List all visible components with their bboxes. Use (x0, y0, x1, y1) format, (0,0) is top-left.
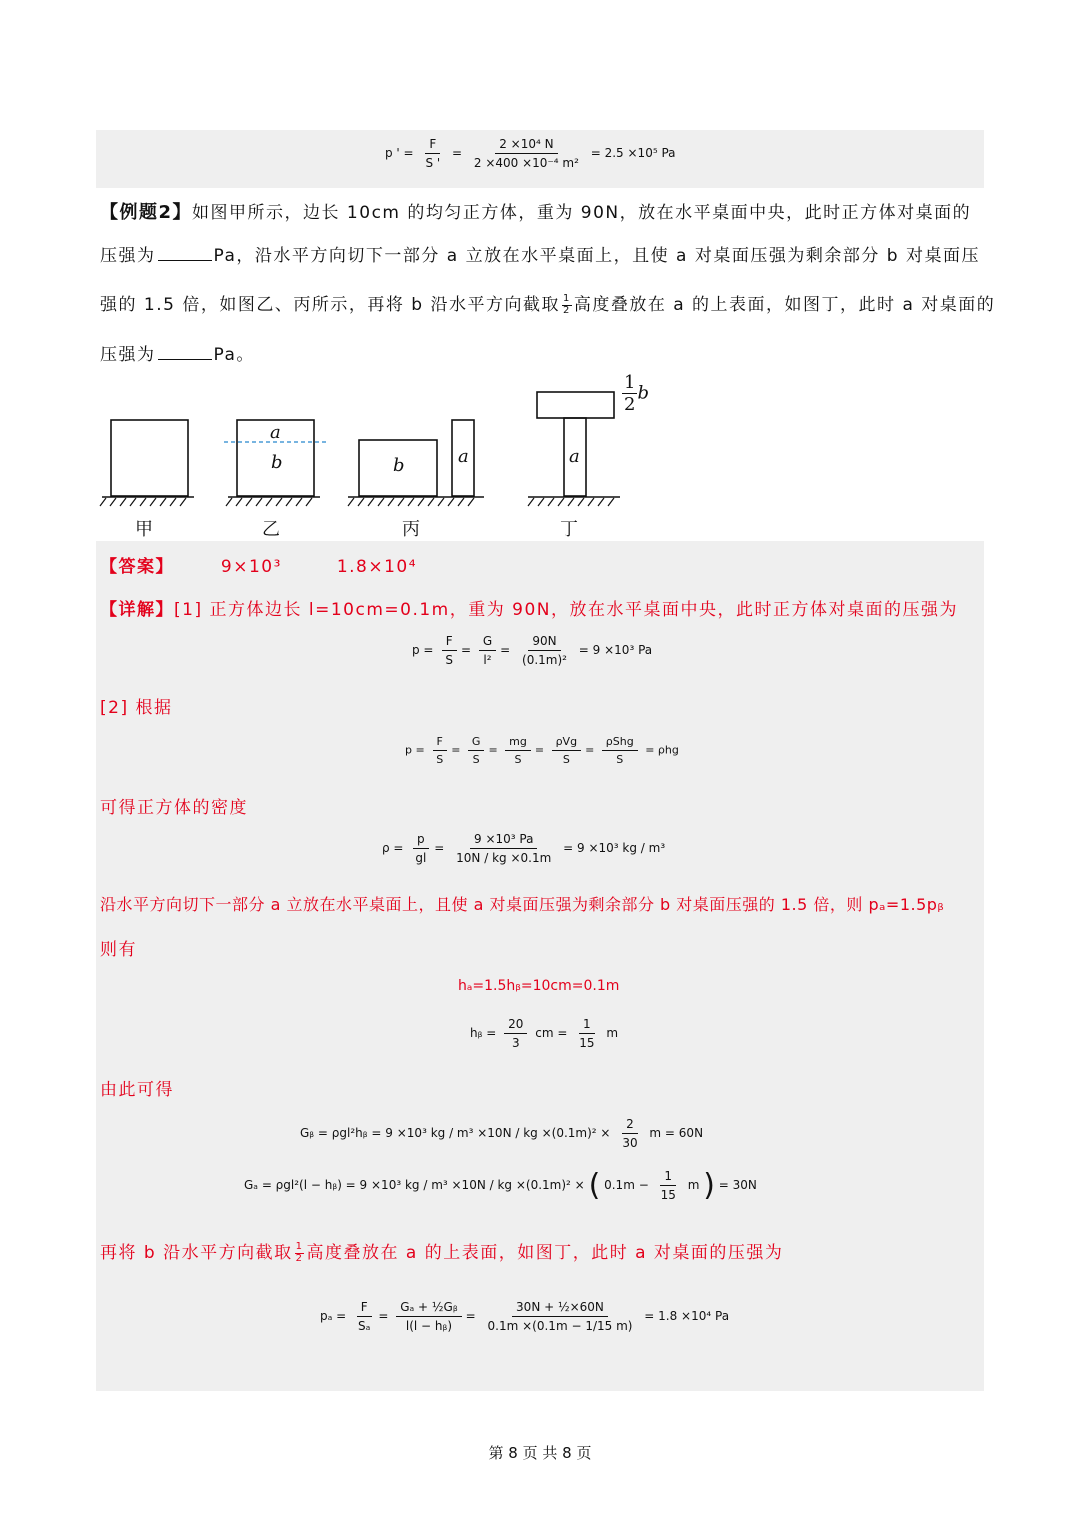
answer-blank-1[interactable] (158, 246, 212, 261)
half-fraction: $\frac{1}{2}$ (562, 293, 571, 316)
label-a-yi: a (270, 422, 281, 443)
answer-value-1: 9×10³ (220, 557, 282, 577)
caption-ding: 丁 (560, 519, 578, 540)
block-half-b-ding (537, 392, 614, 418)
detail-line-7: 再将 b 沿水平方向截取 $\frac{1}{2}$ 高度叠放在 a 的上表面，如图丁，此时 a 对桌面的压强为 (100, 1241, 784, 1264)
answer-blank-2[interactable] (158, 345, 212, 360)
example-label: 【例题2】 (100, 202, 193, 223)
formula-6: Gₐ = ρgl²(l − hᵦ) = 9 ×10³ kg / m³ ×10N / kg ×(0.1m)² × ( 0.1m − $\frac{1}{15}$ m ) = 30N (244, 1168, 757, 1203)
example-line-1: 【例题2】如图甲所示，边长 10cm 的均匀正方体，重为 90N，放在水平桌面中央，此时正方体对桌面的 (100, 202, 972, 223)
formula-2: p = $\frac{F}{S}$ = $\frac{G}{S}$ = $\frac{mg}{S}$ = $\frac{\text{ρVg}}{S}$ = $\frac{\text{ρShg}}{S}$ = ρhg (405, 735, 679, 766)
example-line-4: 压强为 Pa。 (100, 345, 255, 365)
label-a-ding: a (569, 446, 580, 467)
formula-3: ρ = $\frac{p}{gl}$ = $\frac{\text{9 ×10³ Pa}}{10N / kg \times 0.1m}$ = 9 ×10³ kg / m³ (382, 832, 666, 865)
label-a-bing: a (458, 446, 469, 467)
detail-line-2: [2] 根据 (100, 698, 173, 718)
caption-jia: 甲 (135, 519, 153, 540)
formula-7: pₐ = $\frac{F}{\text{Sₐ}}$ = $\frac{\text{Gₐ + ½Gᵦ}}{\text{l(l − hᵦ)}}$ = $\frac{\text{30N + ½×60N}}{0.1m \times(0.1m - 1/15 m)}$ = 1.8 ×10⁴ Pa (320, 1300, 730, 1333)
cube-jia (111, 420, 188, 496)
example-line-2: 压强为 Pa，沿水平方向切下一部分 a 立放在水平桌面上，且使 a 对桌面压强为剩余部分 b 对桌面压 (100, 246, 980, 266)
top-formula: p ' = $\frac{F}{S '}$ = $\frac{\text{2 ×10⁴ N}}{\text{2 ×400 ×10⁻⁴ m²}}$ = 2.5 ×10⁵ Pa (385, 137, 676, 170)
hatch-ding (528, 498, 614, 506)
page-footer: 第 8 页 共 8 页 (488, 1444, 592, 1462)
hatch-yi (226, 498, 312, 506)
example-line-3: 强的 1.5 倍，如图乙、丙所示，再将 b 沿水平方向截取 $\frac{1}{2}$ 高度叠放在 a 的上表面，如图丁，此时 a 对桌面的 (100, 293, 996, 316)
answer-value-2: 1.8×10⁴ (336, 557, 418, 577)
detail-line-1: 【详解】[1] 正方体边长 l=10cm=0.1m，重为 90N，放在水平桌面中央，此时正方体对桌面的压强为 (100, 600, 958, 620)
hatch-jia (100, 498, 186, 506)
equation-h: hₐ=1.5hᵦ=10cm=0.1m (458, 978, 620, 994)
label-half-b: $\frac{1}{2}$ b (624, 372, 649, 415)
formula-1: p = $\frac{F}{S}$ = $\frac{G}{\text{l²}}$ = $\frac{90N}{\text{(0.1m)²}}$ = 9 ×10³ Pa (412, 634, 653, 667)
caption-yi: 乙 (262, 519, 280, 540)
hatch-bing (348, 498, 474, 506)
formula-4: hᵦ = $\frac{20}{3}$ cm = $\frac{1}{15}$ m (470, 1017, 619, 1050)
detail-line-6: 由此可得 (100, 1080, 174, 1100)
detail-line-3: 可得正方体的密度 (100, 798, 248, 818)
caption-bing: 丙 (402, 519, 420, 540)
formula-5: Gᵦ = ρgl²hᵦ = 9 ×10³ kg / m³ ×10N / kg ×(0.1m)² × $\frac{2}{30}$ m = 60N (300, 1117, 704, 1150)
answer-line: 【答案】 9×10³ 1.8×10⁴ (100, 557, 418, 577)
detail-line-4: 沿水平方向切下一部分 a 立放在水平桌面上，且使 a 对桌面压强为剩余部分 b 对桌面压强的 1.5 倍，则 pₐ=1.5pᵦ (100, 895, 945, 914)
label-b-yi: b (271, 452, 283, 473)
detail-line-5: 则有 (100, 940, 137, 960)
label-b-bing: b (393, 455, 405, 476)
